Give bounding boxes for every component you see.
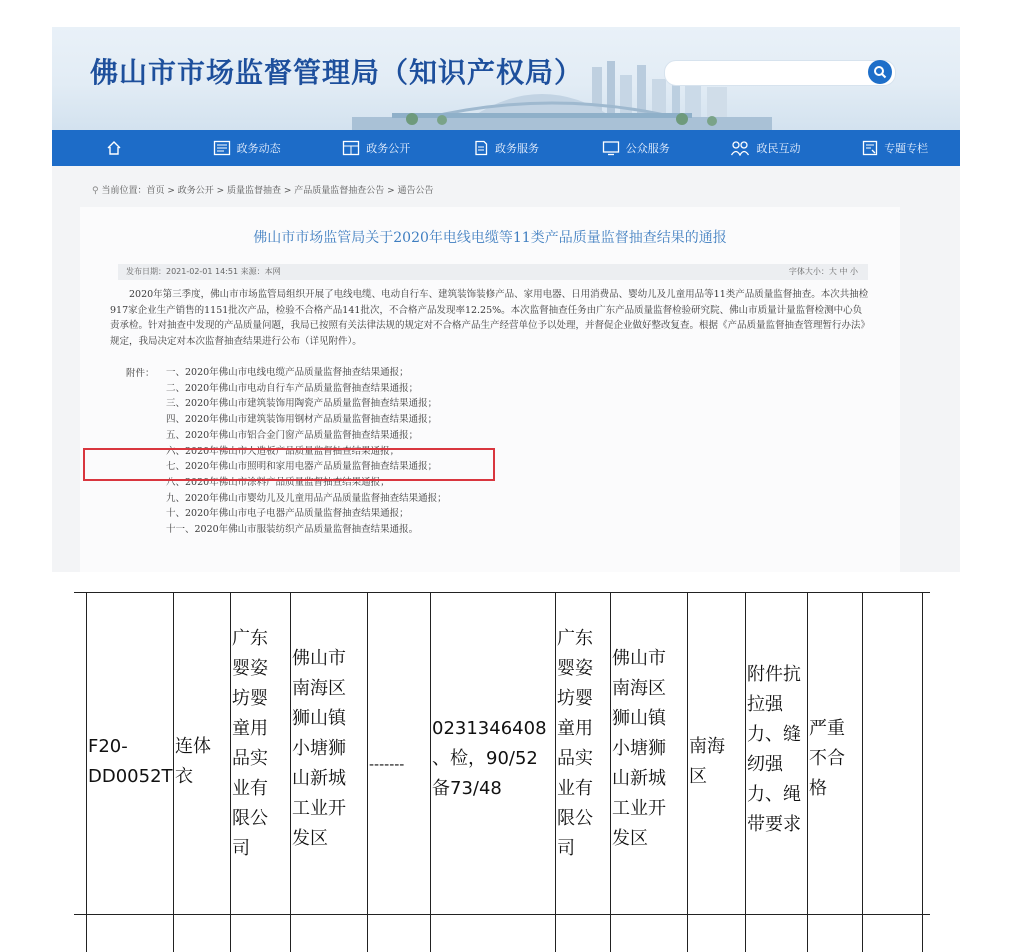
article-panel bbox=[80, 207, 900, 572]
search-button[interactable] bbox=[868, 60, 892, 84]
column-divider bbox=[290, 592, 291, 952]
nav-news[interactable] bbox=[182, 130, 312, 166]
nav-service[interactable] bbox=[441, 130, 571, 166]
column-divider bbox=[687, 592, 688, 952]
article-body bbox=[110, 287, 870, 349]
district-cell: 南海 区 bbox=[689, 736, 725, 787]
breadcrumb-text: 当前位置：首页 > 政务公开 > 质量监督抽查 > 产品质量监督抽查公告 > 通告公告 bbox=[101, 186, 434, 196]
column-divider bbox=[610, 592, 611, 952]
product-name-cell: 连体 衣 bbox=[175, 736, 211, 787]
nav-open-government[interactable] bbox=[311, 130, 441, 166]
main-nav bbox=[52, 130, 960, 166]
table-row-border bbox=[74, 914, 930, 915]
seller-name-cell: 广东 婴姿 坊婴 童用 品实 业有 限公 司 bbox=[557, 628, 593, 859]
column-divider bbox=[86, 592, 87, 952]
font-size-switch[interactable]: 字体大小：大 中 小 bbox=[788, 267, 858, 276]
public-service-icon bbox=[602, 140, 620, 156]
attachment-link[interactable]: 四、2020年佛山市建筑装饰用钢材产品质量监督抽查结果通报； bbox=[166, 414, 438, 426]
interaction-icon bbox=[730, 140, 750, 156]
highlight-annotation bbox=[83, 448, 495, 481]
article-title: 佛山市市场监管局关于2020年电线电缆等11类产品质量监督抽查结果的通报 bbox=[253, 230, 727, 246]
failed-items-cell: 附件抗 拉强 力、缝 纫强 力、绳 带要求 bbox=[747, 664, 801, 835]
site-banner bbox=[52, 27, 960, 130]
site-title: 佛山市市场监督管理局（知识产权局） bbox=[90, 56, 584, 89]
column-divider bbox=[862, 592, 863, 952]
result-cell: 严重 不合 格 bbox=[809, 718, 845, 799]
open-government-icon bbox=[342, 140, 360, 156]
article-paragraph: 2020年第三季度，佛山市市场监管局组织开展了电线电缆、电动自行车、建筑装饰装修产品、家用电器、日用消费品、婴幼儿及儿童用品等11类产品质量监督抽查。本次共抽检917家企业生产销售的1151批次产品，检验不合格产品141批次，不合格产品发现率12.25%。本次监督抽查任务由广东产品质量监督检验研究院、佛山市质量计量监督检测中心负责承检。针对抽查中发现的产品质量问题，我局已按照有关法律法规的规定对不合格产品生产经营单位予以处理，并督促企业做好整改复查。根据《产品质量监督抽查管理暂行办法》规定，我局决定对本次监督抽查结果进行公布（详见附件）。 bbox=[110, 289, 871, 347]
attachment-link[interactable]: 二、2020年佛山市电动自行车产品质量监督抽查结果通报； bbox=[166, 382, 419, 394]
attachments-label: 附件： bbox=[126, 368, 155, 379]
model-batch-cell: 0231346408 、检，90/52 备73/48 bbox=[432, 718, 547, 799]
table-top-border bbox=[74, 592, 930, 593]
location-pin-icon: ⚲ bbox=[92, 186, 99, 196]
sample-id-cell: F20- DD0052T bbox=[88, 736, 173, 787]
nav-topic-label: 专题专栏 bbox=[884, 142, 929, 155]
breadcrumb bbox=[92, 183, 434, 196]
column-divider bbox=[922, 592, 923, 952]
nav-topic[interactable] bbox=[830, 130, 960, 166]
attachment-link[interactable]: 八、2020年佛山市涂料产品质量监督抽查结果通报； bbox=[166, 476, 390, 488]
column-divider bbox=[173, 592, 174, 952]
publish-info: 发布日期：2021-02-01 14:51 来源：本网 bbox=[126, 267, 281, 276]
news-icon bbox=[213, 140, 231, 156]
result-table bbox=[0, 572, 1014, 952]
nav-service-label: 政务服务 bbox=[495, 142, 540, 155]
attachment-link[interactable]: 六、2020年佛山市人造板产品质量监督抽查结果通报； bbox=[166, 445, 400, 457]
attachment-link[interactable]: 一、2020年佛山市电线电缆产品质量监督抽查结果通报； bbox=[166, 367, 409, 378]
search-icon bbox=[873, 65, 887, 79]
attachment-link[interactable]: 五、2020年佛山市铝合金门窗产品质量监督抽查结果通报； bbox=[166, 429, 419, 441]
search-input[interactable] bbox=[675, 63, 869, 85]
nav-interaction[interactable] bbox=[701, 130, 831, 166]
attachment-link[interactable]: 七、2020年佛山市照明和家用电器产品质量监督抽查结果通报； bbox=[166, 461, 438, 473]
column-divider bbox=[230, 592, 231, 952]
column-divider bbox=[745, 592, 746, 952]
column-divider bbox=[555, 592, 556, 952]
nav-news-label: 政务动态 bbox=[236, 142, 281, 155]
seller-address-cell: 佛山市 南海区 狮山镇 小塘狮 山新城 工业开 发区 bbox=[612, 648, 666, 849]
column-divider bbox=[367, 592, 368, 952]
website-screenshot bbox=[52, 27, 960, 572]
attachment-link[interactable]: 十、2020年佛山市电子电器产品质量监督抽查结果通报； bbox=[166, 508, 409, 520]
attachment-link[interactable]: 三、2020年佛山市建筑装饰用陶瓷产品质量监督抽查结果通报； bbox=[166, 398, 438, 410]
column-divider bbox=[430, 592, 431, 952]
nav-home[interactable] bbox=[52, 130, 182, 166]
attachment-link[interactable]: 十一、2020年佛山市服装纺织产品质量监督抽查结果通报。 bbox=[166, 524, 419, 536]
topic-icon bbox=[862, 140, 878, 156]
producer-address-cell: 佛山市 南海区 狮山镇 小塘狮 山新城 工业开 发区 bbox=[292, 648, 346, 849]
search-box[interactable] bbox=[664, 60, 896, 86]
attachment-link[interactable]: 九、2020年佛山市婴幼儿及儿童用品产品质量监督抽查结果通报； bbox=[166, 492, 447, 504]
article-meta-bar bbox=[118, 264, 868, 280]
nav-open-government-label: 政务公开 bbox=[366, 142, 411, 155]
nav-public-service[interactable] bbox=[571, 130, 701, 166]
nav-interaction-label: 政民互动 bbox=[756, 142, 801, 155]
nav-public-service-label: 公众服务 bbox=[625, 142, 670, 155]
column-divider bbox=[807, 592, 808, 952]
producer-name-cell: 广东 婴姿 坊婴 童用 品实 业有 限公 司 bbox=[232, 628, 268, 859]
service-icon bbox=[473, 140, 489, 156]
trademark-cell: ------- bbox=[369, 757, 405, 773]
home-icon bbox=[106, 140, 122, 156]
